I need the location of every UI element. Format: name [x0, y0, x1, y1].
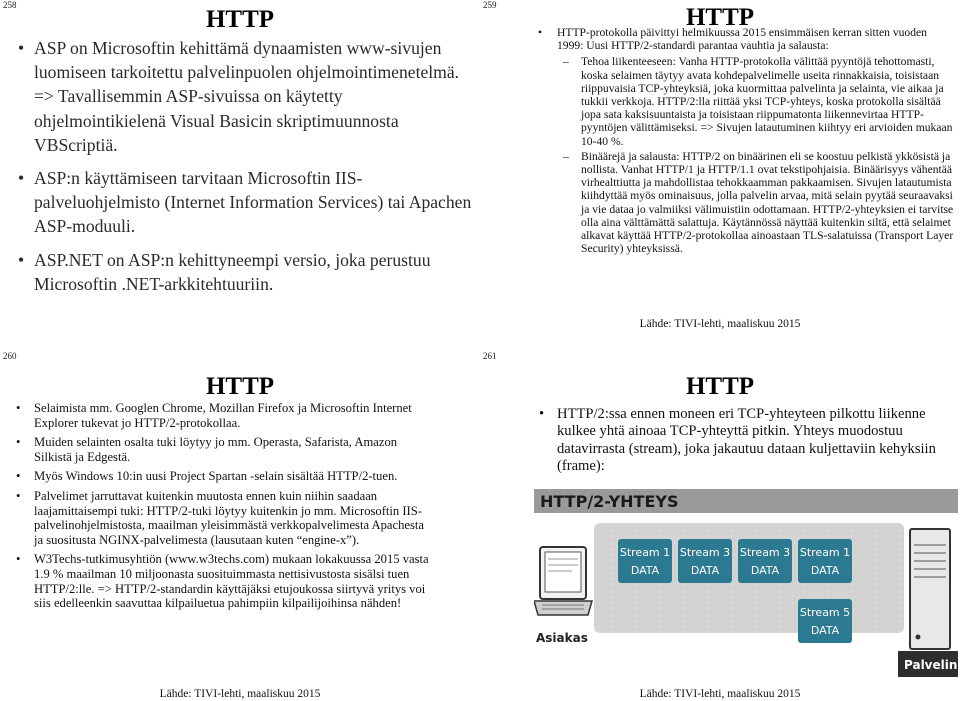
bullet-item: • HTTP/2:ssa ennen moneen eri TCP-yhteyteen pilkottu liikenne kulkee yhtä ainoaa TCP-yhteyttä pitkin. Yhteys muodostuu datavirrasta (stream), joka jakautuu dataan kuljettaviin kehyksiin (frame):	[535, 406, 945, 476]
client-label: Asiakas	[536, 631, 588, 645]
bullet-item: • ASP:n käyttämiseen tarvitaan Microsoftin IIS-palveluohjelmisto (Internet Information Services) tai Apachen ASP-moduuli.	[14, 166, 474, 239]
frame-stream-5	[798, 599, 852, 643]
bullet-item: • Muiden selainten osalta tuki löytyy jo mm. Operasta, Safarista, Amazon Silkistä ja Edgestä.	[12, 435, 430, 464]
frame-data-label: DATA	[810, 564, 840, 577]
frame-stream-1-b	[798, 539, 852, 583]
server-icon	[910, 529, 950, 649]
frame-stream-label: Stream 3	[679, 546, 731, 559]
page-number: 260	[3, 351, 17, 361]
bullet-item: • Palvelimet jarruttavat kuitenkin muutosta ennen kuin niihin saadaan laajamittaisempi tuki: HTTP/2-tuki löytyy kuitenkin jo mm. Microsoftin IIS-palvelinohjelmistosta, maailman yleisimmästä verkkopalvelimesta Apachesta ja suositusta NGINX-palvelimesta (lausutaan kuten “engine-x”).	[12, 489, 430, 547]
frame-data-label: DATA	[630, 564, 660, 577]
bullet-item: • ASP on Microsoftin kehittämä dynaamisten www-sivujen luomiseen tarkoitettu palvelinpuolen ohjelmointimenetelmä. => Tavallisemmin ASP-sivuissa on käytetty ohjelmointikielenä Visual Basicin skriptimuunnosta VBScriptiä.	[14, 36, 474, 157]
diagram-heading: HTTP/2-YHTEYS	[540, 492, 679, 511]
page-number: 259	[483, 0, 497, 10]
page-number: 258	[3, 0, 17, 10]
slide-260	[0, 351, 480, 701]
bullet-list	[12, 401, 430, 616]
slide-258	[0, 0, 480, 350]
page-number: 261	[483, 351, 497, 361]
bullet-list	[535, 26, 955, 257]
slide-title: HTTP	[205, 373, 275, 400]
bullet-intro: HTTP-protokolla päivittyi helmikuussa 2015 ensimmäisen kerran sitten vuoden 1999: Uusi HTTP/2-standardi parantaa vauhtia ja salausta:	[557, 26, 927, 53]
server-label: Palvelin	[904, 658, 958, 672]
frame-stream-1-a	[618, 539, 672, 583]
bullet-list	[535, 406, 945, 476]
source-note: Lähde: TIVI-lehti, maaliskuu 2015	[159, 688, 321, 700]
frame-stream-label: Stream 1	[799, 546, 851, 559]
bullet-list	[14, 36, 474, 305]
slide-259	[480, 0, 960, 350]
bullet-item	[535, 26, 955, 255]
bullet-item: • Selaimista mm. Googlen Chrome, Mozillan Firefox ja Microsoftin Internet Explorer tukevat jo HTTP/2-protokollaa.	[12, 401, 430, 430]
sub-item: – Binäärejä ja salausta: HTTP/2 on binäärinen eli se koostuu pelkistä ykkösistä ja nollista. Vanhat HTTP/1 ja HTTP/1.1 ovat tekstipohjaisia. Binäärisyys vähentää virhealttiutta ja mahdollistaa tehokkaamman pakkaamisen. Sivujen latautumista kiihdyttää myös ominaisuus, jolla palvelin arvaa, mitä selain pyytää seuraavaksi ja vie dataa jo valmiiksi välimuistiin odottamaan. HTTP/2-yhteyksien ei tarvitse olla aina välttämättä salattuja. Käytännössä näyttää kuitenkin siltä, että selaimet alkavat käyttää HTTP/2-protokollaa ainoastaan TLS-salatuissa (Transport Layer Security) yhteyksissä.	[557, 150, 955, 256]
slide-title: HTTP	[685, 4, 755, 31]
frame-stream-label: Stream 1	[619, 546, 671, 559]
frame-stream-3-a	[678, 539, 732, 583]
frame-stream-label: Stream 5	[799, 606, 851, 619]
frame-stream-label: Stream 3	[739, 546, 791, 559]
frame-data-label: DATA	[810, 624, 840, 637]
bullet-item: • ASP.NET on ASP:n kehittyneempi versio, joka perustuu Microsoftin .NET-arkkitehtuuriin.	[14, 248, 474, 296]
source-note: Lähde: TIVI-lehti, maaliskuu 2015	[639, 688, 801, 700]
http2-connection-diagram	[534, 489, 958, 679]
source-note: Lähde: TIVI-lehti, maaliskuu 2015	[639, 318, 801, 330]
sub-list	[557, 55, 955, 255]
bullet-item: • Myös Windows 10:in uusi Project Spartan -selain sisältää HTTP/2-tuen.	[12, 469, 430, 484]
client-computer-icon	[534, 547, 592, 615]
frame-data-label: DATA	[750, 564, 780, 577]
slide-261	[480, 351, 960, 701]
frame-data-label: DATA	[690, 564, 720, 577]
slide-title: HTTP	[685, 373, 755, 400]
frame-stream-3-b	[738, 539, 792, 583]
slide-title: HTTP	[205, 6, 275, 33]
bullet-item: • W3Techs-tutkimusyhtiön (www.w3techs.com) mukaan lokakuussa 2015 vasta 1.9 % maailman 10 miljoonasta suosituimmasta nettisivustosta sisälsi tuen HTTP/2:lle. => HTTP/2-standardin käyttäjäksi etujoukossa siirtyvä yritys voi siis edelleenkin saavuttaa kilpailuetua pahimpiin kilpailijoihinsa nähden!	[12, 552, 430, 610]
sub-item: – Tehoa liikenteeseen: Vanha HTTP-protokolla välittää pyyntöjä tehottomasti, koska selaimen täytyy avata kohdepalvelimelle useita rinnakkaisia, toisistaan riippuvaisia TCP-yhteyksiä, joka kuormittaa palvelinta ja selainta, vie aikaa ja tukkii verkkoja. HTTP/2:lla riittää yksi TCP-yhteys, koska protokolla sisältää jopa sata kaksisuuntaista ja toisistaan riippumatonta liikennevirtaa HTTP-pyyntöjen välittämiseksi. => Sivujen latautuminen kiihtyy eri arvioiden mukaan 10-40 %.	[557, 55, 955, 147]
